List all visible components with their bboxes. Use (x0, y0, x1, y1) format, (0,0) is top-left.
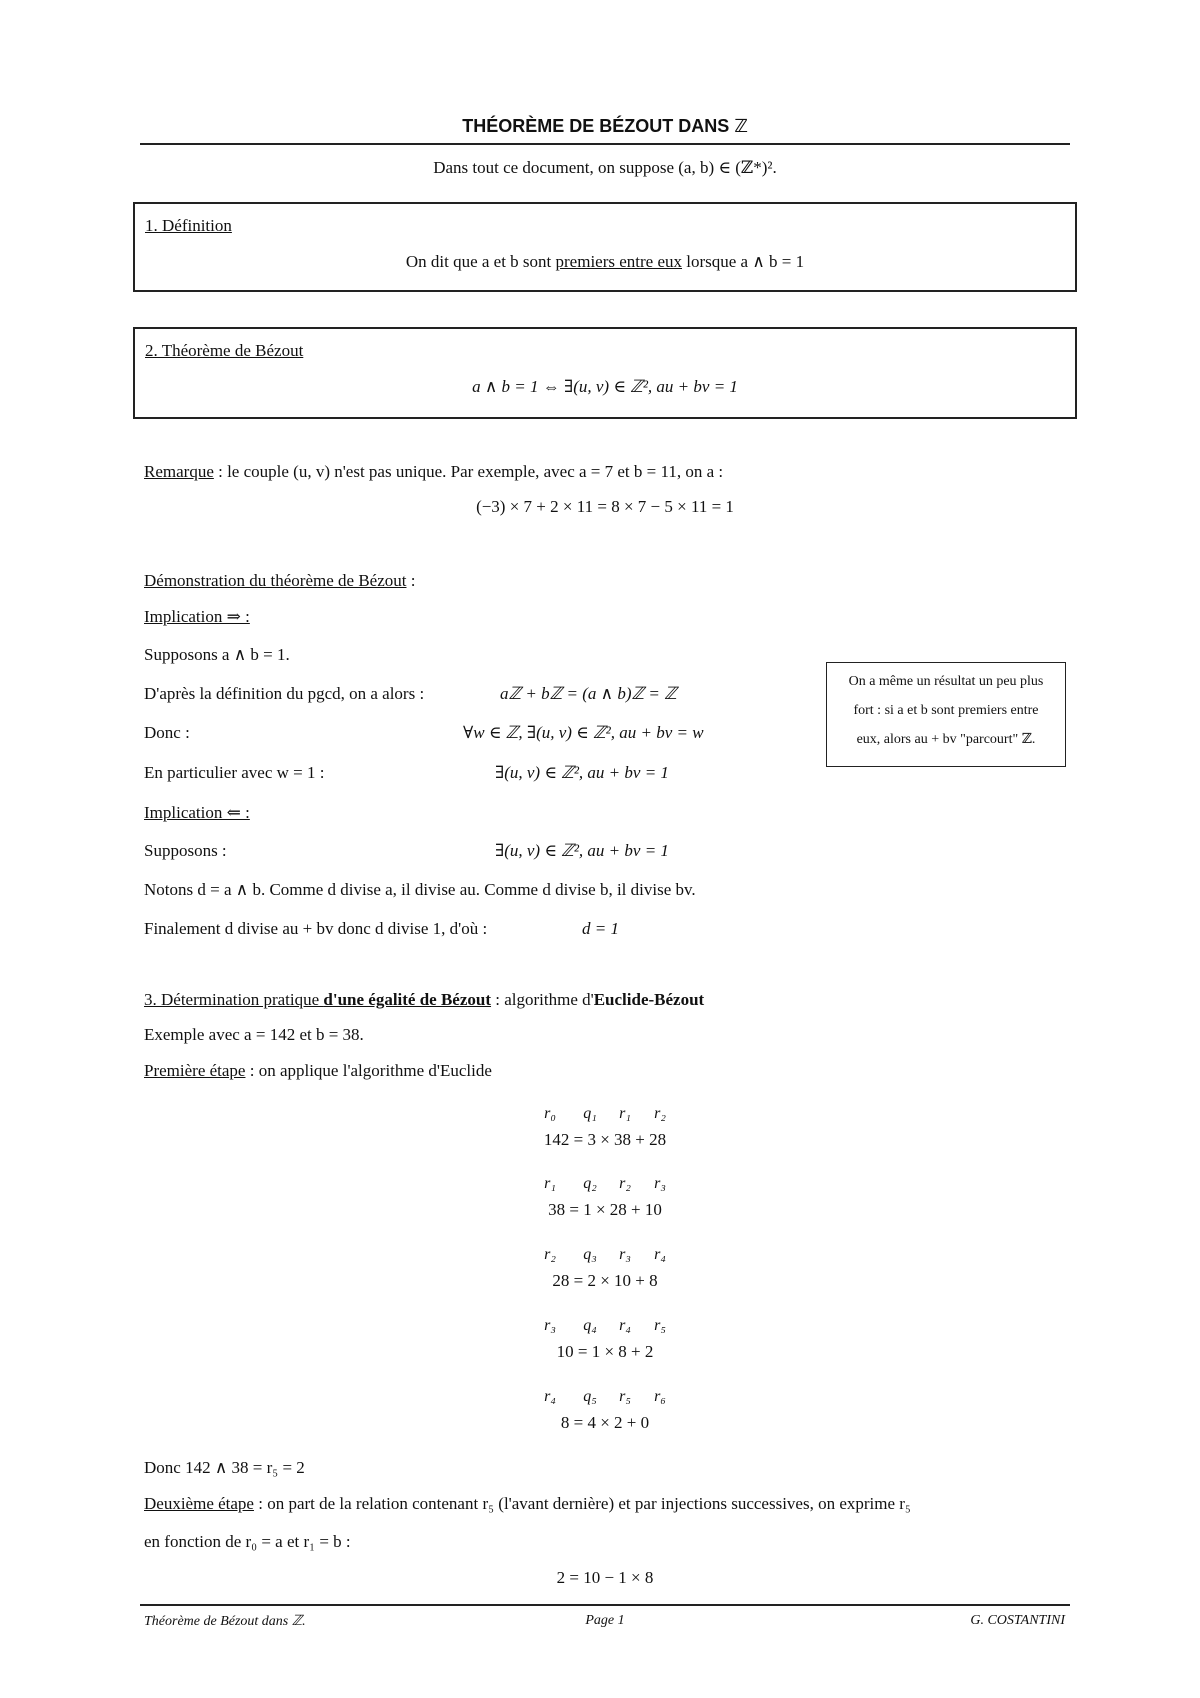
backward-line-3-right: d = 1 (582, 919, 619, 938)
implication-forward: Implication ⇒ : (144, 607, 250, 626)
division-1-label-1: r₀ (544, 1105, 556, 1122)
forward-line-1: Supposons a ∧ b = 1. (144, 645, 290, 664)
remark-equation: (−3) × 7 + 2 × 11 = 8 × 7 − 5 × 11 = 1 (476, 497, 734, 516)
proof-heading: Démonstration du théorème de Bézout (144, 571, 407, 590)
algorithm-heading-u1: 3. Détermination pratique (144, 990, 324, 1009)
forward-line-4-right: ∃(u, v) ∈ ℤ², au + bv = 1 (495, 763, 669, 782)
page-title: THÉORÈME DE BÉZOUT DANS ℤ (462, 116, 748, 136)
footer-left: Théorème de Bézout dans ℤ. (144, 1614, 306, 1629)
definition-heading: 1. Définition (145, 216, 232, 235)
definition-text-after: lorsque a ∧ b = 1 (682, 252, 805, 271)
step1-text: : on applique l'algorithme d'Euclide (245, 1061, 492, 1080)
division-5-label-1: r₄ (544, 1388, 556, 1405)
aside-line-1: On a même un résultat un peu plus (848, 674, 1044, 689)
division-1-equation: 142 = 3 × 38 + 28 (543, 1130, 667, 1149)
definition-box (133, 202, 1077, 292)
division-4-label-2: q₄ (583, 1317, 597, 1334)
proof-heading-line (144, 571, 415, 591)
definition-text (135, 252, 1075, 272)
algorithm-heading (144, 990, 704, 1010)
division-2-label-1: r₁ (544, 1175, 556, 1192)
theorem-heading: 2. Théorème de Bézout (145, 341, 304, 360)
division-2-label-3: r₂ (619, 1175, 631, 1192)
division-5-label-2: q₅ (583, 1388, 597, 1405)
division-2-label-4: r₃ (654, 1175, 666, 1192)
division-3-label-1: r₂ (544, 1246, 556, 1263)
forward-line-2-right: aℤ + bℤ = (a ∧ b)ℤ = ℤ (500, 684, 677, 703)
division-4-equation: 10 = 1 × 8 + 2 (556, 1342, 654, 1361)
remark-line (144, 462, 723, 482)
definition-text-before: On dit que a et b sont (405, 252, 556, 271)
division-3-label-3: r₃ (619, 1246, 631, 1263)
step1-label: Première étape (144, 1061, 246, 1080)
division-4-label-4: r₅ (654, 1317, 666, 1334)
step1-line (144, 1061, 492, 1081)
algorithm-example: Exemple avec a = 142 et b = 38. (144, 1025, 364, 1044)
division-3-equation: 28 = 2 × 10 + 8 (552, 1271, 658, 1290)
backward-line-2: Notons d = a ∧ b. Comme d divise a, il divise au. Comme d divise b, il divise bv. (144, 880, 696, 899)
backward-line-1-right: ∃(u, v) ∈ ℤ², au + bv = 1 (495, 841, 669, 860)
algorithm-heading-rest2: Euclide-Bézout (593, 990, 705, 1009)
division-3-label-4: r₄ (654, 1246, 666, 1263)
forward-line-3-left: Donc : (144, 723, 190, 742)
title-rule (140, 143, 1070, 145)
division-2-equation: 38 = 1 × 28 + 10 (548, 1200, 662, 1219)
implication-backward: Implication ⇐ : (144, 803, 250, 822)
step2-line (144, 1494, 911, 1514)
gcd-conclusion: Donc 142 ∧ 38 = r₅ = 2 (144, 1458, 305, 1477)
algorithm-heading-u2: d'une égalité de Bézout (323, 990, 492, 1009)
division-5-label-4: r₆ (654, 1388, 666, 1405)
step2-text: : on part de la relation contenant r₅ (l'avant dernière) et par injections successives, on exprime r₅ (253, 1494, 911, 1513)
division-1-label-2: q₁ (583, 1105, 597, 1122)
aside-line-3: eux, alors au + bv "parcourt" ℤ. (856, 732, 1036, 747)
division-1-label-4: r₂ (654, 1105, 666, 1122)
remark-label: Remarque (144, 462, 214, 481)
definition-highlight: premiers entre eux (555, 252, 683, 271)
remark-text: : le couple (u, v) n'est pas unique. Par exemple, avec a = 7 et b = 11, on a : (213, 462, 724, 481)
algorithm-heading-rest1: : algorithme d' (491, 990, 594, 1009)
footer-rule (140, 1604, 1070, 1606)
footer-right: G. COSTANTINI (970, 1613, 1065, 1628)
division-3-label-2: q₃ (583, 1246, 597, 1263)
intro-text: Dans tout ce document, on suppose (a, b) ∈ (ℤ*)². (433, 158, 777, 177)
step2-label: Deuxième étape (144, 1494, 254, 1513)
backward-line-3-left: Finalement d divise au + bv donc d divise 1, d'où : (144, 919, 488, 938)
aside-line-2: fort : si a et b sont premiers entre (853, 703, 1039, 718)
division-1-label-3: r₁ (619, 1105, 631, 1122)
final-equation: 2 = 10 − 1 × 8 (556, 1568, 654, 1587)
division-4-label-3: r₄ (619, 1317, 631, 1334)
footer-center: Page 1 (585, 1613, 625, 1628)
division-2-label-2: q₂ (583, 1175, 597, 1192)
step2-text-2: en fonction de r₀ = a et r₁ = b : (144, 1532, 351, 1551)
division-4-label-1: r₃ (544, 1317, 556, 1334)
division-5-label-3: r₅ (619, 1388, 631, 1405)
forward-line-2-left: D'après la définition du pgcd, on a alors : (144, 684, 425, 703)
forward-line-4-left: En particulier avec w = 1 : (144, 763, 325, 782)
proof-heading-suffix: : (406, 571, 416, 590)
theorem-statement: a ∧ b = 1 ⇔ ∃(u, v) ∈ ℤ², au + bv = 1 (472, 377, 738, 396)
backward-line-1-left: Supposons : (144, 841, 227, 860)
division-5-equation: 8 = 4 × 2 + 0 (560, 1413, 650, 1432)
forward-line-3-right: ∀w ∈ ℤ, ∃(u, v) ∈ ℤ², au + bv = w (463, 723, 704, 742)
theorem-box (133, 327, 1077, 419)
aside-note (826, 662, 1066, 767)
